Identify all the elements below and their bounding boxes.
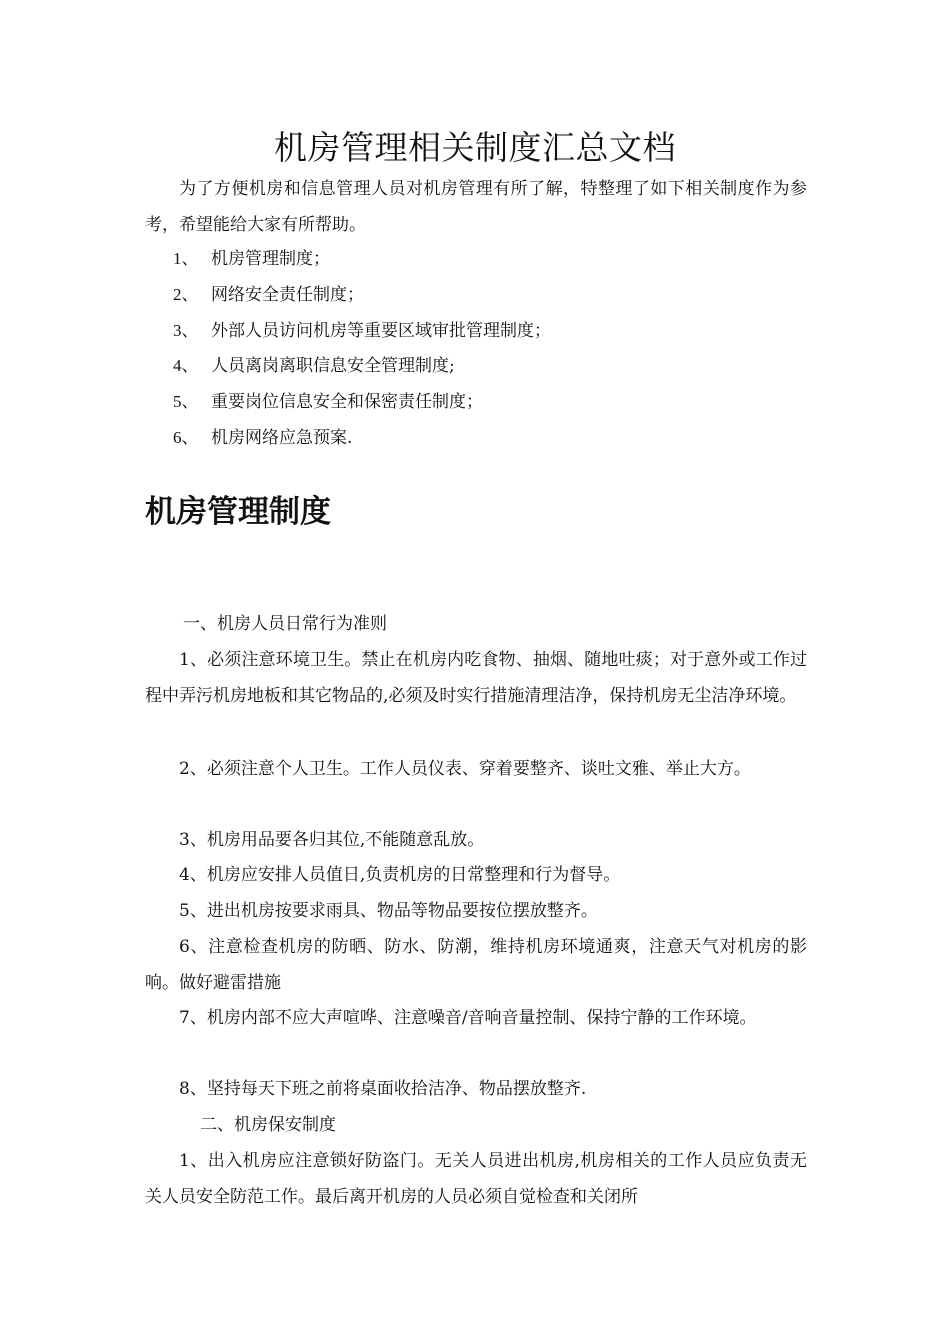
rule-paragraph: 5、进出机房按要求雨具、物品等物品要按位摆放整齐。 [179, 901, 598, 921]
toc-number: 3、 [173, 320, 199, 340]
toc-text: 人员离岗离职信息安全管理制度; [211, 356, 455, 377]
intro-paragraph: 为了方便机房和信息管理人员对机房管理有所了解，特整理了如下相关制度作为参考，希望能给大家有所帮助。 [145, 179, 807, 235]
rule-paragraph: 2、必须注意个人卫生。工作人员仪表、穿着要整齐、谈吐文雅、举止大方。 [179, 759, 751, 779]
toc-item [173, 313, 551, 349]
section-heading: 机房管理制度 [145, 494, 331, 530]
toc-text: 外部人员访问机房等重要区域审批管理制度； [211, 320, 551, 341]
toc-number: 2、 [173, 284, 199, 304]
toc-text: 重要岗位信息安全和保密责任制度； [211, 392, 483, 413]
toc-item [173, 420, 551, 456]
rule-paragraph: 1、必须注意环境卫生。禁止在机房内吃食物、抽烟、随地吐痰；对于意外或工作过程中弄污机房地板和其它物品的,必须及时实行措施清理洁净，保持机房无尘洁净环境。 [145, 650, 807, 706]
toc-text: 机房网络应急预案. [211, 427, 353, 448]
rule-paragraph: 8、坚持每天下班之前将桌面收拾洁净、物品摆放整齐. [179, 1079, 587, 1099]
part1-title: 一、机房人员日常行为准则 [183, 614, 387, 634]
rule-paragraph: 1、出入机房应注意锁好防盗门。无关人员进出机房,机房相关的工作人员应负责无关人员安全防范工作。最后离开机房的人员必须自觉检查和关闭所 [145, 1151, 807, 1207]
toc-number: 5、 [173, 392, 199, 412]
toc-number: 4、 [173, 356, 199, 376]
toc-item [173, 241, 551, 277]
rule-paragraph: 3、机房用品要各归其位,不能随意乱放。 [179, 830, 485, 850]
rule-paragraph: 4、机房应安排人员值日,负责机房的日常整理和行为督导。 [179, 865, 621, 885]
toc-text: 机房管理制度； [211, 249, 330, 269]
toc-item [173, 384, 551, 420]
toc-item [173, 277, 551, 313]
rule-paragraph: 6、注意检查机房的防晒、防水、防潮，维持机房环境通爽，注意天气对机房的影响。做好避雷措施 [145, 937, 807, 993]
toc-item [173, 348, 551, 384]
table-of-contents [173, 241, 551, 456]
toc-number: 6、 [173, 427, 199, 447]
document-title: 机房管理相关制度汇总文档 [274, 128, 676, 167]
toc-text: 网络安全责任制度； [211, 284, 364, 305]
toc-number: 1、 [173, 249, 199, 268]
rule-paragraph: 7、机房内部不应大声喧哗、注意噪音/音响音量控制、保持宁静的工作环境。 [179, 1008, 757, 1028]
part2-title: 二、机房保安制度 [200, 1115, 336, 1135]
